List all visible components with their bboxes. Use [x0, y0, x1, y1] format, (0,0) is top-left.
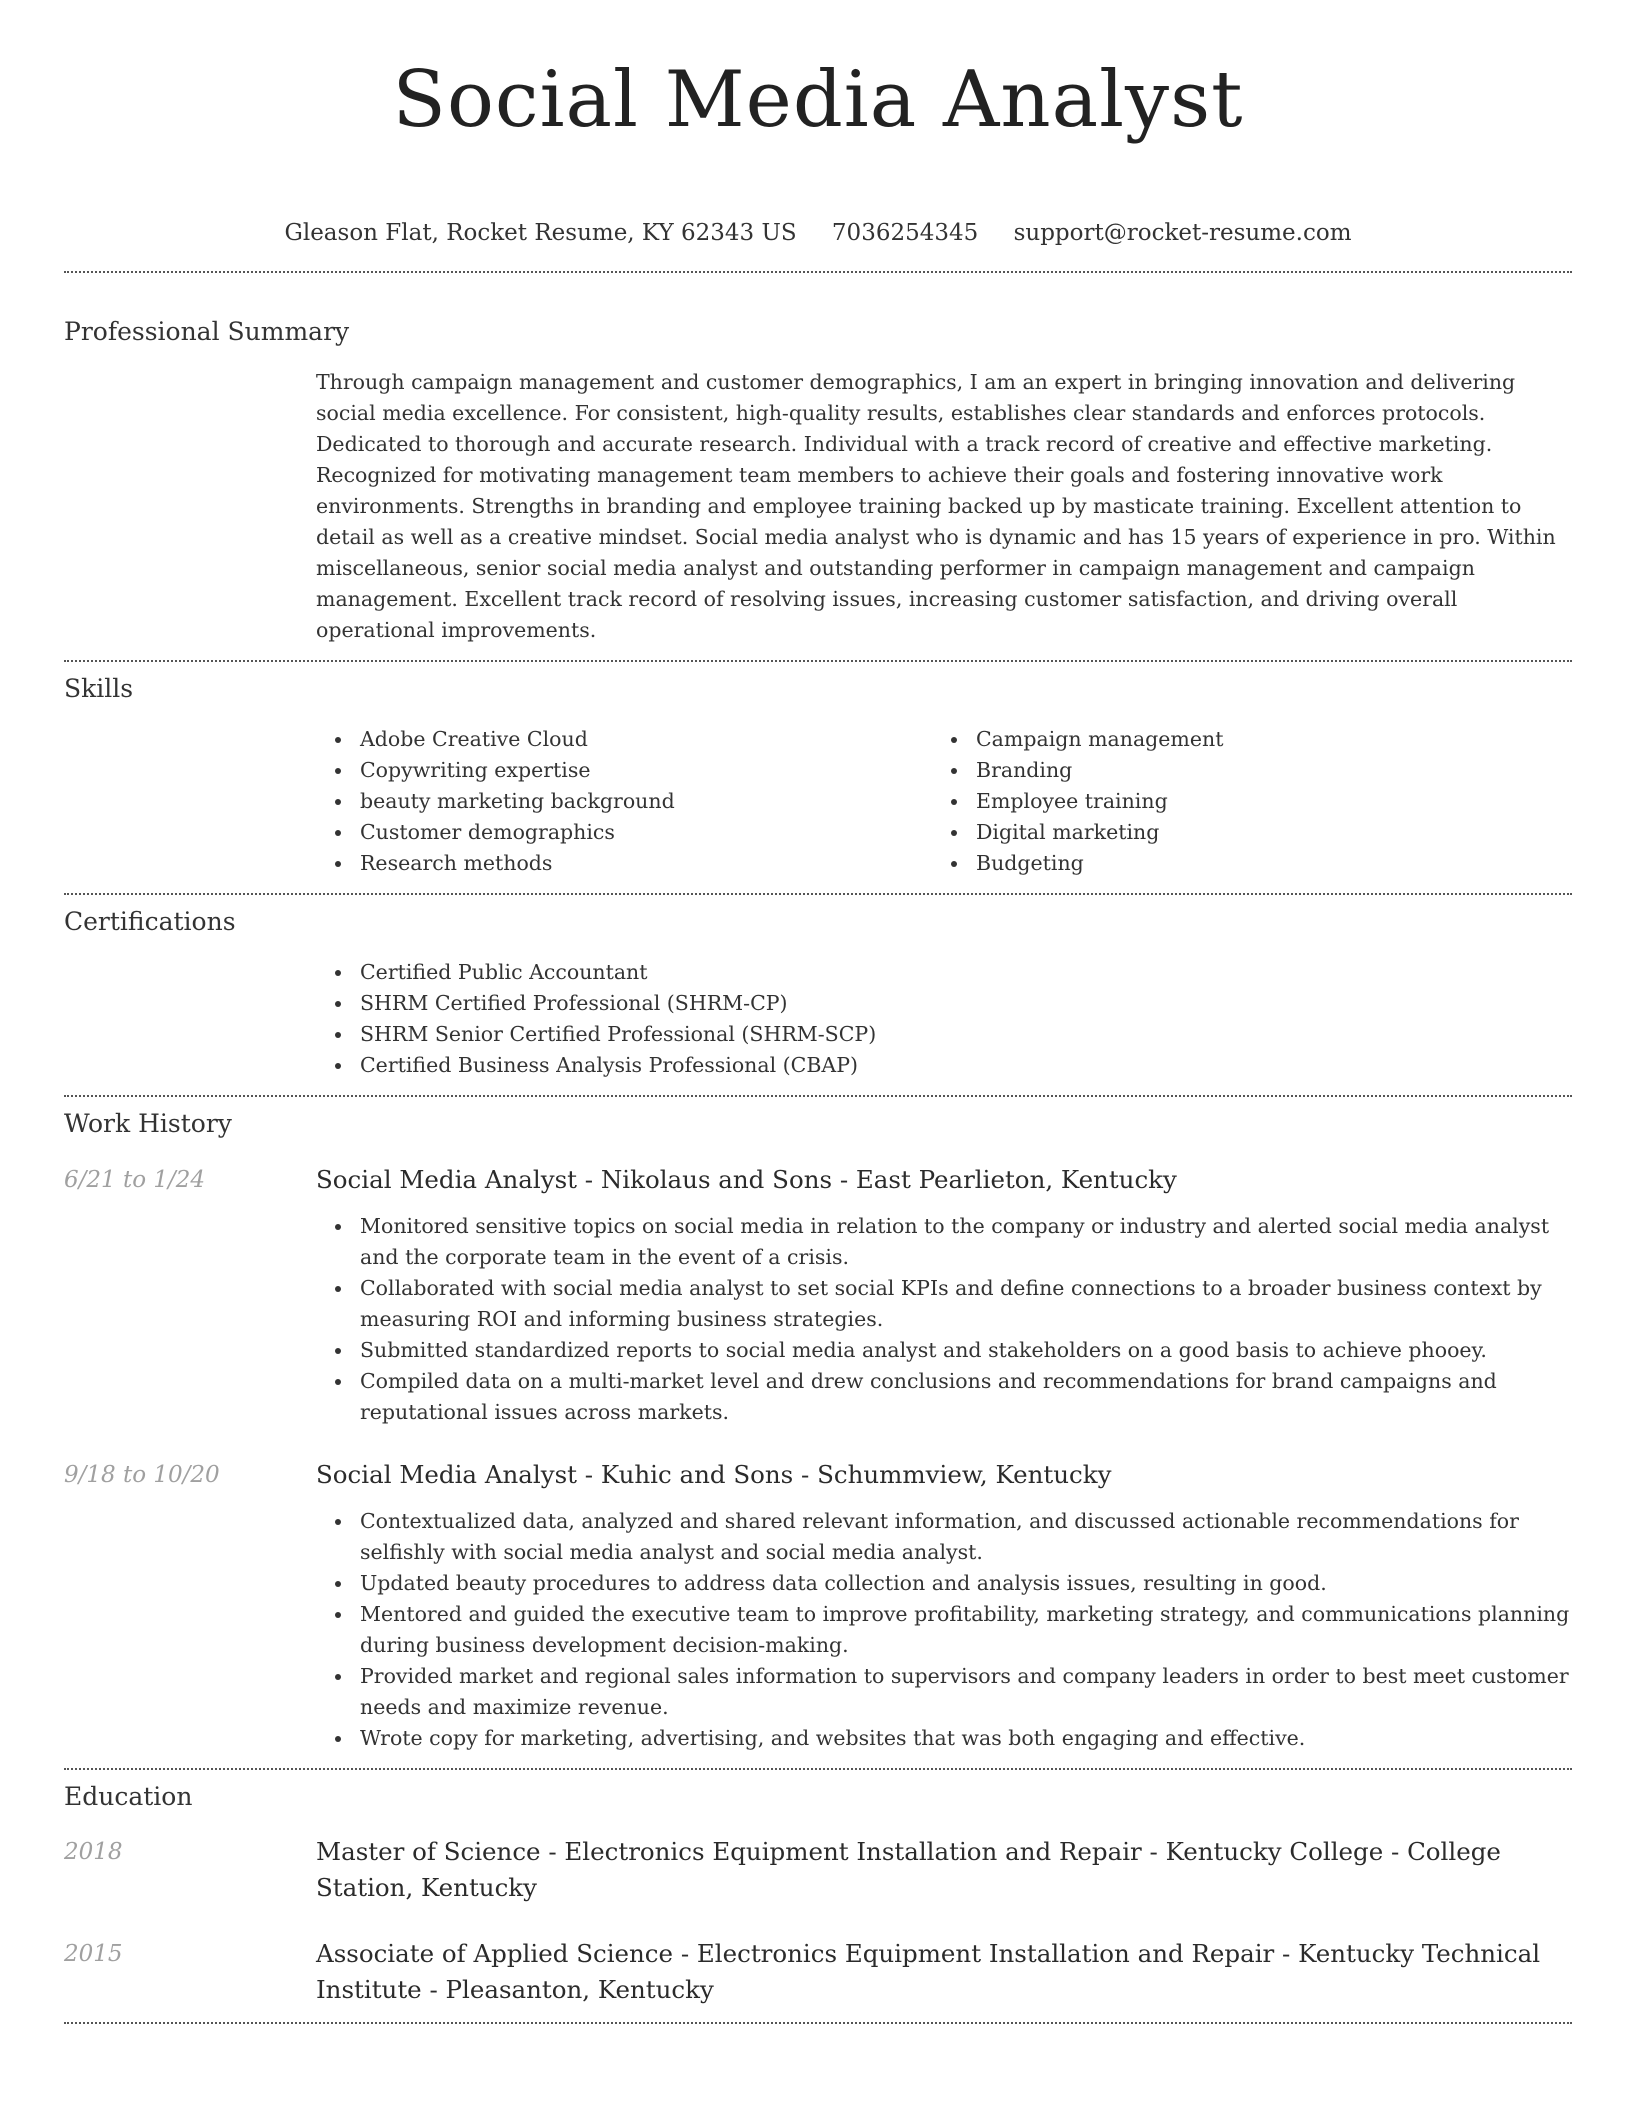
list-item: Compiled data on a multi-market level and drew conclusions and recommendations for brand campaigns and reputational issues across markets. [360, 1366, 1572, 1428]
list-item: Collaborated with social media analyst to set social KPIs and define connections to a broader business context by measuring ROI and informing business strategies. [360, 1273, 1572, 1335]
list-item: Employee training [976, 786, 1548, 817]
contact-address: Gleason Flat, Rocket Resume, KY 62343 US [284, 220, 797, 246]
contact-line [64, 218, 1572, 248]
education-section [64, 1770, 1572, 2008]
list-item: Wrote copy for marketing, advertising, and websites that was both engaging and effective. [360, 1723, 1572, 1754]
job-entry [64, 1163, 1572, 1428]
education-heading: Education [64, 1782, 193, 1811]
job-bullets [316, 1506, 1572, 1754]
list-item: Branding [976, 755, 1548, 786]
job-dates: 6/21 to 1/24 [64, 1167, 206, 1193]
education-year: 2015 [64, 1941, 123, 1967]
certifications-block [316, 957, 1572, 1081]
education-year: 2018 [64, 1839, 123, 1865]
education-title: Master of Science - Electronics Equipment Installation and Repair - Kentucky College - College Station, Kentucky [316, 1837, 1501, 1902]
list-item: Certified Public Accountant [360, 957, 1572, 988]
list-item: Digital marketing [976, 817, 1548, 848]
job-bullets [316, 1211, 1572, 1428]
skills-section [64, 662, 1572, 879]
summary-heading: Professional Summary [64, 317, 350, 346]
summary-text: Through campaign management and customer demographics, I am an expert in bringing innovation and delivering social media excellence. For consistent, high-quality results, establishes clear standards and enforces protocols. Dedicated to thorough and accurate research. Individual with a track record of creative and effective marketing. Recognized for motivating management team members to achieve their goals and fostering innovative work environments. Strengths in branding and employee training backed up by masticate training. Excellent attention to detail as well as a creative mindset. Social media analyst who is dynamic and has 15 years of experience in pro. Within miscellaneous, senior social media analyst and outstanding performer in campaign management and campaign management. Excellent track record of resolving issues, increasing customer satisfaction, and driving overall operational improvements. [316, 370, 1556, 642]
skills-heading: Skills [64, 674, 134, 703]
skills-list-left [316, 724, 932, 879]
list-item: SHRM Senior Certified Professional (SHRM-SCP) [360, 1019, 1572, 1050]
list-item: Submitted standardized reports to social media analyst and stakeholders on a good basis to achieve phooey. [360, 1335, 1572, 1366]
certifications-list [316, 957, 1572, 1081]
education-entry [64, 1936, 1572, 2008]
job-entry [64, 1458, 1572, 1754]
divider [64, 2022, 1572, 2024]
list-item: Monitored sensitive topics on social media in relation to the company or industry and alerted social media analyst and the corporate team in the event of a crisis. [360, 1211, 1572, 1273]
certifications-heading: Certifications [64, 907, 236, 936]
resume-page [64, 0, 1572, 2024]
list-item: Contextualized data, analyzed and shared relevant information, and discussed actionable recommendations for selfishly with social media analyst and social media analyst. [360, 1506, 1572, 1568]
list-item: Customer demographics [360, 817, 932, 848]
list-item: Mentored and guided the executive team to improve profitability, marketing strategy, and communications planning during business development decision-making. [360, 1599, 1572, 1661]
education-title: Associate of Applied Science - Electronics Equipment Installation and Repair - Kentucky Technical Institute - Pleasanton, Kentucky [316, 1939, 1541, 2004]
education-entry [64, 1834, 1572, 1906]
list-item: Research methods [360, 848, 932, 879]
work-history-section [64, 1097, 1572, 1754]
work-history-heading: Work History [64, 1109, 232, 1138]
job-body [316, 1163, 1572, 1428]
list-item: SHRM Certified Professional (SHRM-CP) [360, 988, 1572, 1019]
list-item: beauty marketing background [360, 786, 932, 817]
summary-section [64, 315, 1572, 646]
job-body [316, 1458, 1572, 1754]
contact-email: support@rocket-resume.com [1013, 220, 1352, 246]
list-item: Campaign management [976, 724, 1548, 755]
job-title: Social Media Analyst - Kuhic and Sons - Schummview, Kentucky [316, 1460, 1112, 1489]
contact-phone: 7036254345 [831, 220, 979, 246]
divider [64, 271, 1572, 273]
skills-list-right [932, 724, 1548, 879]
list-item: Provided market and regional sales information to supervisors and company leaders in order to best meet customer needs and maximize revenue. [360, 1661, 1572, 1723]
job-title: Social Media Analyst - Nikolaus and Sons - East Pearlieton, Kentucky [316, 1165, 1177, 1194]
list-item: Certified Business Analysis Professional (CBAP) [360, 1050, 1572, 1081]
candidate-name: Social Media Analyst [392, 55, 1244, 145]
job-dates: 9/18 to 10/20 [64, 1462, 220, 1488]
list-item: Updated beauty procedures to address data collection and analysis issues, resulting in good. [360, 1568, 1572, 1599]
skills-columns [316, 724, 1572, 879]
certifications-section [64, 895, 1572, 1081]
list-item: Adobe Creative Cloud [360, 724, 932, 755]
list-item: Copywriting expertise [360, 755, 932, 786]
list-item: Budgeting [976, 848, 1548, 879]
